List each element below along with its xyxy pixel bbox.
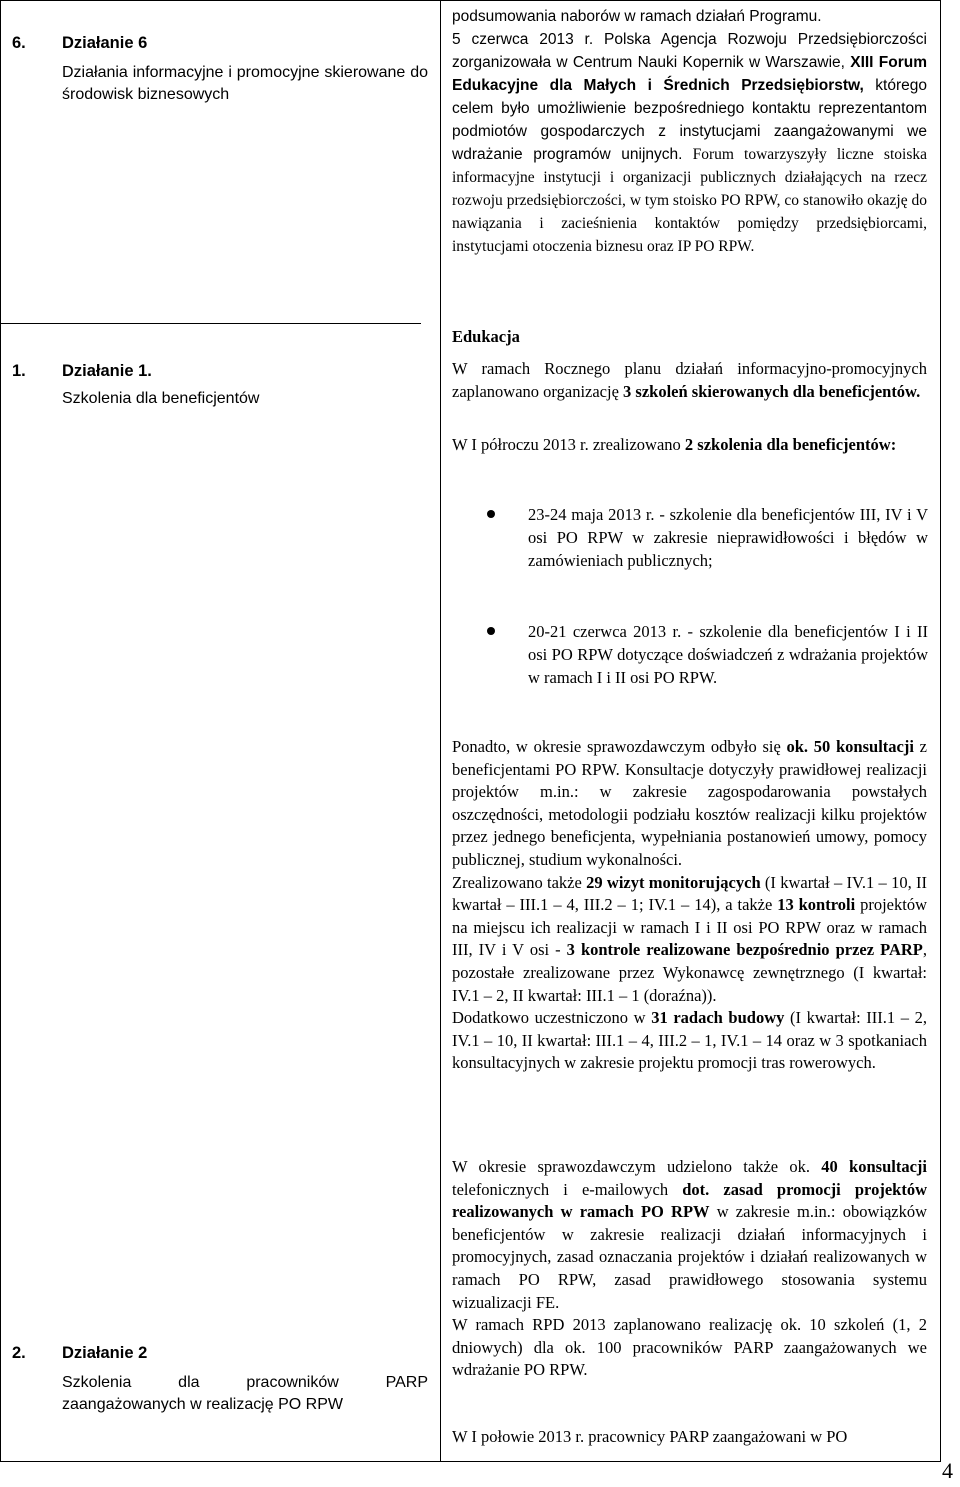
forum-text-3: Forum towarzyszyły liczne stoiska informacyjne instytucji i organizacji publicznych działających na rzecz rozwoju przedsiębiorczości, w tym stoisko PO RPW, co stanowiło okazję do nawiązania i zacieśnienia kontaktów pomiędzy przedsiębiorcami, instytucjami otoczenia biznesu oraz IP PO RPW. xyxy=(452,146,927,255)
list-item: 20-21 czerwca 2013 r. - szkolenie dla beneficjentów I i II osi PO RPW dotyczące doświadczeń z wdrażania projektów w ramach I i II osi PO RPW. xyxy=(528,622,928,687)
monitoring-text-2: (I kwartał – IV.1 – 10, II kwartał – III.1 – 4, III.2 – 1; IV.1 – 14), a także xyxy=(452,872,927,915)
phone-text-1: W okresie sprawozdawczym udzielono także ok. xyxy=(452,1157,822,1176)
section-heading-edukacja: Edukacja xyxy=(452,327,520,346)
site-meetings-text-1: Dodatkowo uczestniczono w xyxy=(452,1008,652,1028)
phone-text-3: w zakresie m.in.: obowiązków beneficjentów w zakresie realizacji działań informacyjnych i promocyjnych, zasad oznaczania projektów i działań realizowanych w ramach PO RPW, zasad prawidłowego stosowania systemu wizualizacji FE. xyxy=(452,1202,928,1312)
controls-text-1: projektów na miejscu ich realizacji w ramach I i II osi PO RPW oraz w ramach III, IV i V osi - xyxy=(452,895,928,960)
phone-count: 40 konsultacji xyxy=(821,1157,927,1176)
phone-topic: dot. zasad promocji projektów realizowanych w ramach PO RPW xyxy=(452,1179,927,1222)
phone-consultations-paragraph xyxy=(452,1156,927,1382)
list-item: 23-24 maja 2013 r. - szkolenie dla beneficjentów III, IV i V osi PO RPW w zakresie nieprawidłowości i błędów w zamówieniach publicznych; xyxy=(528,505,928,570)
table-border-right xyxy=(940,0,941,1462)
consultations-paragraph xyxy=(452,736,927,1075)
action-6-subtitle: Działania informacyjne i promocyjne skierowane do środowisk biznesowych xyxy=(62,64,428,103)
controls-count: 13 kontroli xyxy=(777,895,856,915)
table-border-left xyxy=(0,0,1,1462)
programme-summary-line: podsumowania naborów w ramach działań Programu. xyxy=(452,8,822,25)
action-2-number: 2. xyxy=(12,1344,26,1362)
consultations-count: ok. 50 konsultacji xyxy=(786,737,914,756)
table-border-bottom xyxy=(0,1461,941,1462)
annual-plan-count: 3 szkoleń skierowanych dla beneficjentów. xyxy=(623,382,921,401)
rpd-text: W ramach RPD 2013 zaplanowano realizację ok. 10 szkoleń (1, 2 dniowych) dla ok. 100 pracowników PARP zaangażowanych we wdrażanie PO RPW. xyxy=(452,1315,927,1380)
action-1-subtitle: Szkolenia dla beneficjentów xyxy=(62,390,260,407)
first-half-paragraph xyxy=(452,433,927,456)
action-2-title: Działanie 2 xyxy=(62,1344,148,1362)
action-1-title: Działanie 1. xyxy=(62,362,152,380)
annual-plan-text: W ramach Rocznego planu działań informacyjno-promocyjnych zaplanowano organizację xyxy=(452,359,927,401)
forum-text-2: którego celem było umożliwienie bezpośredniego kontaktu reprezentantom podmiotów gospodarczych z instytucjami zaangażowanymi we wdrażanie programów unijnych. xyxy=(452,77,927,163)
annual-plan-paragraph xyxy=(452,357,927,403)
bullet-icon xyxy=(487,627,495,635)
controls-text-2: , pozostałe zrealizowane przez Wykonawcę zewnętrznego (I kwartał: IV.1 – 2, II kwartał: III.1 – 1 (doraźna)). xyxy=(452,940,927,1005)
forum-event-name: XIII Forum Edukacyjne dla Małych i Średnich Przedsiębiorstw, xyxy=(452,54,927,94)
consultations-text-2: z beneficjentami PO RPW. Konsultacje dotyczyły prawidłowej realizacji projektów m.in.: w zakresie zagospodarowania powstałych oszczędności, metodologii podziału kosztów realizacji kilku projektów przez jednego beneficjenta, wypełniania postanowień umowy, pomocy publicznej, studium wykonalności. xyxy=(452,737,928,869)
consultations-text-1: Ponadto, w okresie sprawozdawczym odbyło się xyxy=(452,737,787,756)
page-number: 4 xyxy=(942,1458,953,1483)
action-1-number: 1. xyxy=(12,362,26,380)
forum-paragraph xyxy=(452,28,927,258)
action-2-subtitle: Szkolenia dla pracowników PARP zaangażowanych w realizację PO RPW xyxy=(62,1374,428,1413)
bullet-icon xyxy=(487,510,495,518)
forum-text-1: 5 czerwca 2013 r. Polska Agencja Rozwoju Przedsiębiorczości zorganizowała w Centrum Nauki Kopernik w Warszawie, xyxy=(452,31,927,71)
controls-parp: 3 kontrole realizowane bezpośrednio przez PARP xyxy=(566,940,923,960)
staff-paragraph: W I połowie 2013 r. pracownicy PARP zaangażowani w PO xyxy=(452,1427,848,1446)
site-meetings-text-2: (I kwartał: III.1 – 2, IV.1 – 10, II kwartał: III.1 – 4, III.2 – 1, IV.1 – 14 oraz w 3 spotkaniach konsultacyjnych w zakresie projektu promocji tras rowerowych. xyxy=(452,1008,927,1073)
table-border-top xyxy=(0,0,941,1)
action-6-title: Działanie 6 xyxy=(62,34,148,52)
phone-text-2: telefonicznych i e-mailowych xyxy=(452,1179,683,1199)
column-divider xyxy=(440,0,441,1462)
action-6-number: 6. xyxy=(12,34,26,52)
row-divider-left xyxy=(0,323,421,324)
monitoring-count: 29 wizyt monitorujących xyxy=(586,872,761,892)
site-meetings-count: 31 radach budowy xyxy=(651,1008,785,1028)
first-half-count: 2 szkolenia dla beneficjentów: xyxy=(684,435,897,454)
monitoring-text-1: Zrealizowano także xyxy=(452,872,587,892)
first-half-text: W I półroczu 2013 r. zrealizowano xyxy=(452,435,685,454)
